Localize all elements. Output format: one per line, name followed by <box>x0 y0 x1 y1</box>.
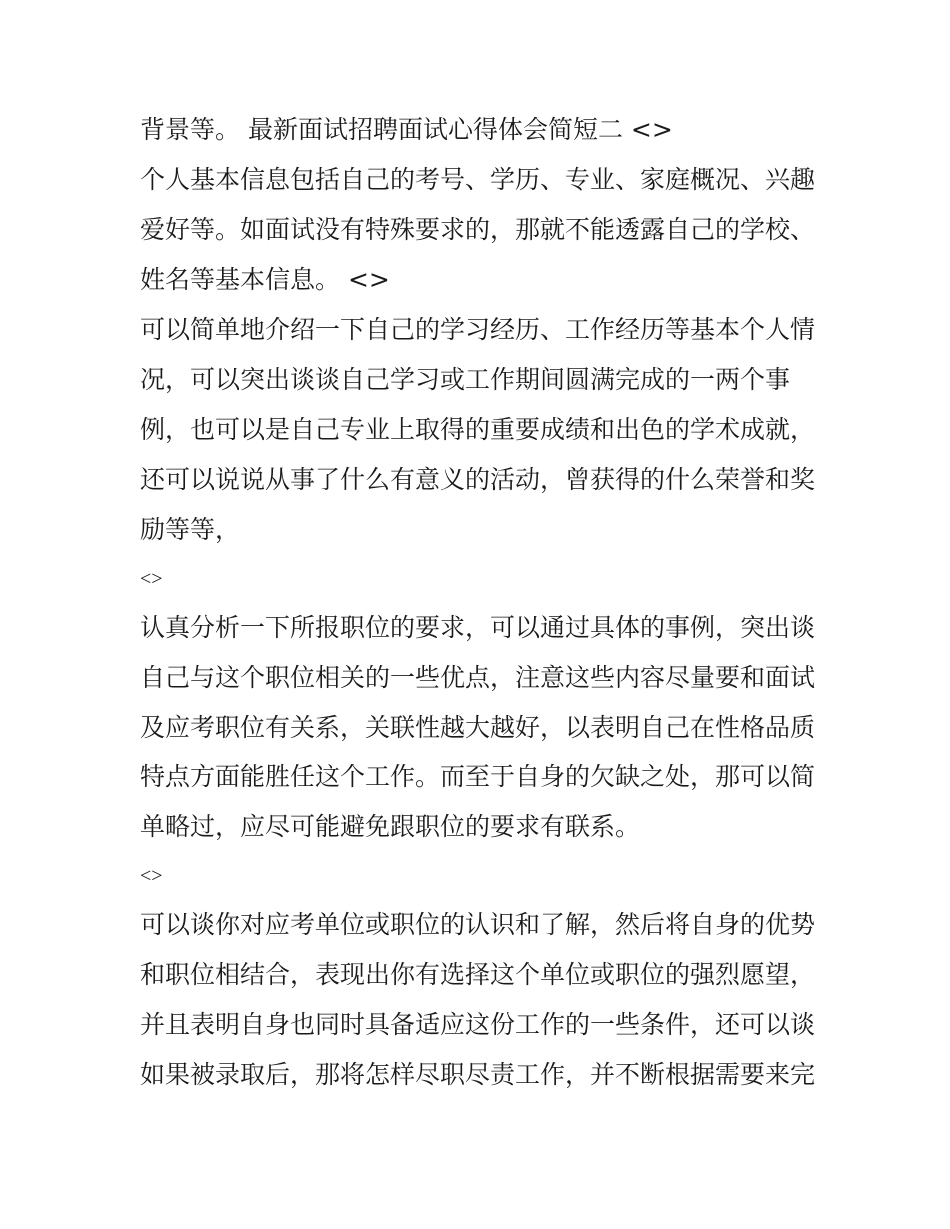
text-line: 特点方面能胜任这个工作。而至于自身的欠缺之处，那可以简 <box>140 762 816 791</box>
text-line: 自己与这个职位相关的一些优点，注意这些内容尽量要和面试 <box>140 663 816 692</box>
text-line: 可以谈你对应考单位或职位的认识和了解，然后将自身的优势 <box>140 910 816 939</box>
text-line: 可以简单地介绍一下自己的学习经历、工作经历等基本个人情 <box>140 315 816 344</box>
text-line: 况，可以突出谈谈自己学习或工作期间圆满完成的一两个事 <box>140 365 791 394</box>
text-line: 还可以说说从事了什么有意义的活动，曾获得的什么荣誉和奖 <box>140 465 816 494</box>
text-line: 和职位相结合，表现出你有选择这个单位或职位的强烈愿望， <box>140 960 816 989</box>
text-line: 例，也可以是自己专业上取得的重要成绩和出色的学术成就， <box>140 415 816 444</box>
text-line: 及应考职位有关系，关联性越大越好，以表明自己在性格品质 <box>140 713 816 742</box>
text-line: 爱好等。如面试没有特殊要求的，那就不能透露自己的学校、 <box>140 215 816 244</box>
text-line: 姓名等基本信息。 <> <box>140 265 390 294</box>
text-line: 背景等。 最新面试招聘面试心得体会简短二 <> <box>140 115 673 144</box>
text-line: 个人基本信息包括自己的考号、学历、专业、家庭概况、兴趣 <box>140 165 816 194</box>
text-line: 如果被录取后，那将怎样尽职尽责工作，并不断根据需要来完 <box>140 1060 816 1089</box>
text-line: 并且表明自身也同时具备适应这份工作的一些条件，还可以谈 <box>140 1010 816 1039</box>
section-marker: <> <box>140 568 163 590</box>
text-line: 单略过，应尽可能避免跟职位的要求有联系。 <box>140 812 641 841</box>
text-line: 认真分析一下所报职位的要求，可以通过具体的事例，突出谈 <box>140 613 816 642</box>
section-marker: <> <box>140 865 163 887</box>
text-line: 励等等， <box>140 515 241 544</box>
